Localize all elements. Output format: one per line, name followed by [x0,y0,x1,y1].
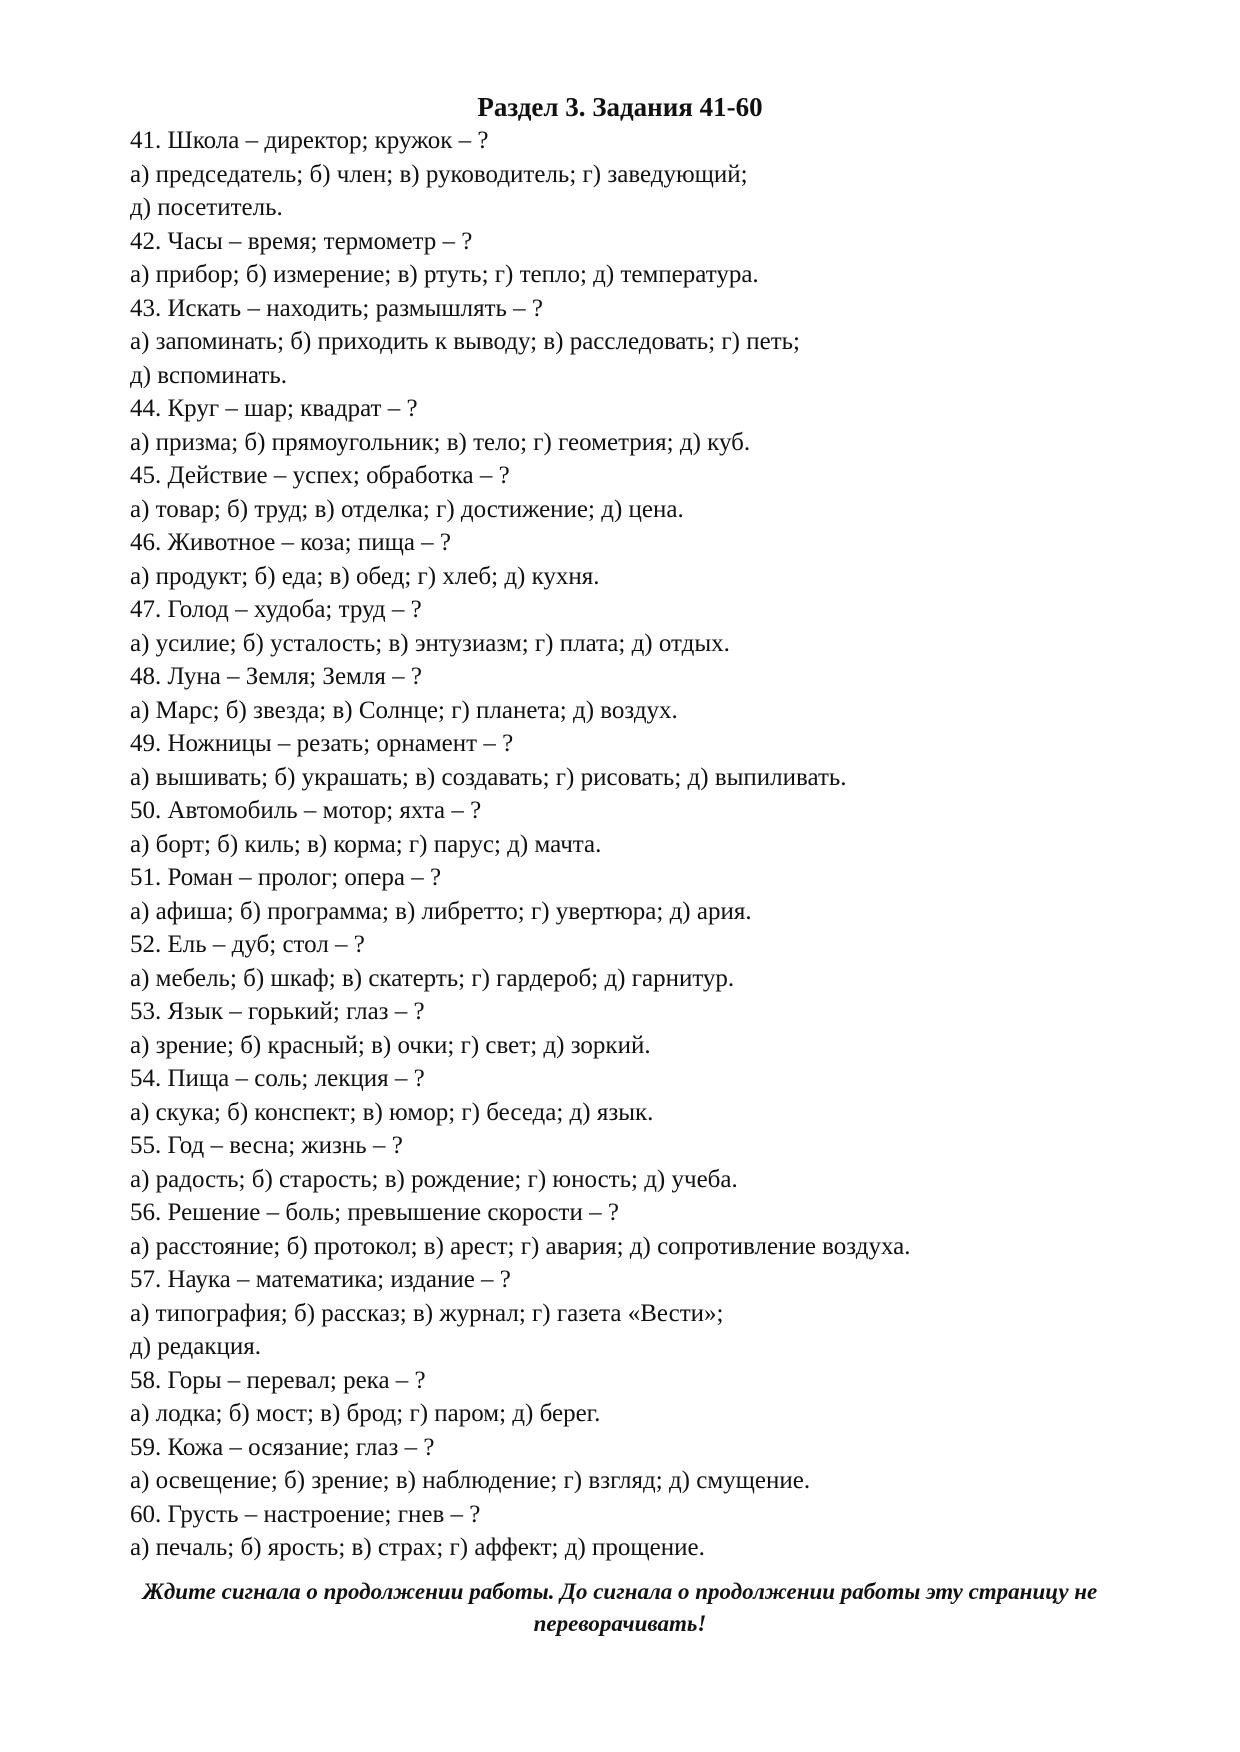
task-48-options: а) Марс; б) звезда; в) Солнце; г) планета; д) воздух. [130,696,678,724]
page-title: Раздел 3. Задания 41-60 [477,92,763,122]
task-52-options: а) мебель; б) шкаф; в) скатерть; г) гардероб; д) гарнитур. [130,964,735,992]
task-49-options: а) вышивать; б) украшать; в) создавать; г) рисовать; д) выпиливать. [130,763,847,791]
task-56-question: 56. Решение – боль; превышение скорости – ? [130,1199,619,1226]
task-57-options-cont: д) редакция. [130,1333,262,1360]
task-44-options: а) призма; б) прямоугольник; в) тело; г) геометрия; д) куб. [130,428,751,456]
task-44-question: 44. Круг – шар; квадрат – ? [130,395,418,422]
task-55-question: 55. Год – весна; жизнь – ? [130,1132,403,1159]
task-59-question: 59. Кожа – осязание; глаз – ? [130,1433,435,1461]
task-51-question: 51. Роман – пролог; опера – ? [130,864,442,891]
task-43-options: а) запоминать; б) приходить к выводу; в) расследовать; г) петь; [130,328,800,355]
footer-instruction [70,1576,1170,1640]
task-60-question: 60. Грусть – настроение; гнев – ? [130,1500,481,1528]
task-50-question: 50. Автомобиль – мотор; яхта – ? [130,797,482,824]
task-list [130,124,1130,1565]
task-58-options: а) лодка; б) мост; в) брод; г) паром; д) берег. [130,1400,601,1427]
task-41-question: 41. Школа – директор; кружок – ? [130,127,489,154]
task-47-options: а) усилие; б) усталость; в) энтузиазм; г) плата; д) отдых. [130,629,730,657]
task-53-question: 53. Язык – горький; глаз – ? [130,998,425,1025]
task-58-question: 58. Горы – перевал; река – ? [130,1366,426,1394]
task-54-options: а) скука; б) конспект; в) юмор; г) беседа; д) язык. [130,1098,654,1126]
task-50-options: а) борт; б) киль; в) корма; г) парус; д) мачта. [130,830,602,858]
task-43-question: 43. Искать – находить; размышлять – ? [130,294,544,322]
task-42-options: а) прибор; б) измерение; в) ртуть; г) тепло; д) температура. [130,261,759,288]
task-53-options: а) зрение; б) красный; в) очки; г) свет; д) зоркий. [130,1031,651,1059]
task-45-options: а) товар; б) труд; в) отделка; г) достижение; д) цена. [130,495,684,523]
task-59-options: а) освещение; б) зрение; в) наблюдение; г) взгляд; д) смущение. [130,1467,811,1494]
task-46-question: 46. Животное – коза; пища – ? [130,529,452,556]
task-52-question: 52. Ель – дуб; стол – ? [130,931,365,958]
task-56-options: а) расстояние; б) протокол; в) арест; г) авария; д) сопротивление воздуха. [130,1232,911,1260]
task-46-options: а) продукт; б) еда; в) обед; г) хлеб; д) кухня. [130,562,600,590]
task-45-question: 45. Действие – успех; обработка – ? [130,462,510,489]
task-47-question: 47. Голод – худоба; труд – ? [130,596,422,623]
task-60-options: а) печаль; б) ярость; в) страх; г) аффект; д) прощение. [130,1534,705,1561]
task-41-options: а) председатель; б) член; в) руководитель; г) заведующий; [130,160,748,188]
task-57-options: а) типография; б) рассказ; в) журнал; г) газета «Вести»; [130,1299,724,1327]
task-41-options-cont: д) посетитель. [130,194,283,221]
task-48-question: 48. Луна – Земля; Земля – ? [130,663,422,690]
task-43-options-cont: д) вспоминать. [130,361,288,389]
task-51-options: а) афиша; б) программа; в) либретто; г) увертюра; д) ария. [130,897,752,925]
task-49-question: 49. Ножницы – резать; орнамент – ? [130,730,514,757]
task-42-question: 42. Часы – время; термометр – ? [130,227,473,255]
footer-line-2: переворачивать! [533,1611,707,1636]
task-55-options: а) радость; б) старость; в) рождение; г) юность; д) учеба. [130,1165,738,1193]
footer-line-1: Ждите сигнала о продолжении работы. До сигнала о продолжении работы эту страницу не [142,1579,1098,1604]
task-54-question: 54. Пища – соль; лекция – ? [130,1065,425,1092]
task-57-question: 57. Наука – математика; издание – ? [130,1266,511,1293]
